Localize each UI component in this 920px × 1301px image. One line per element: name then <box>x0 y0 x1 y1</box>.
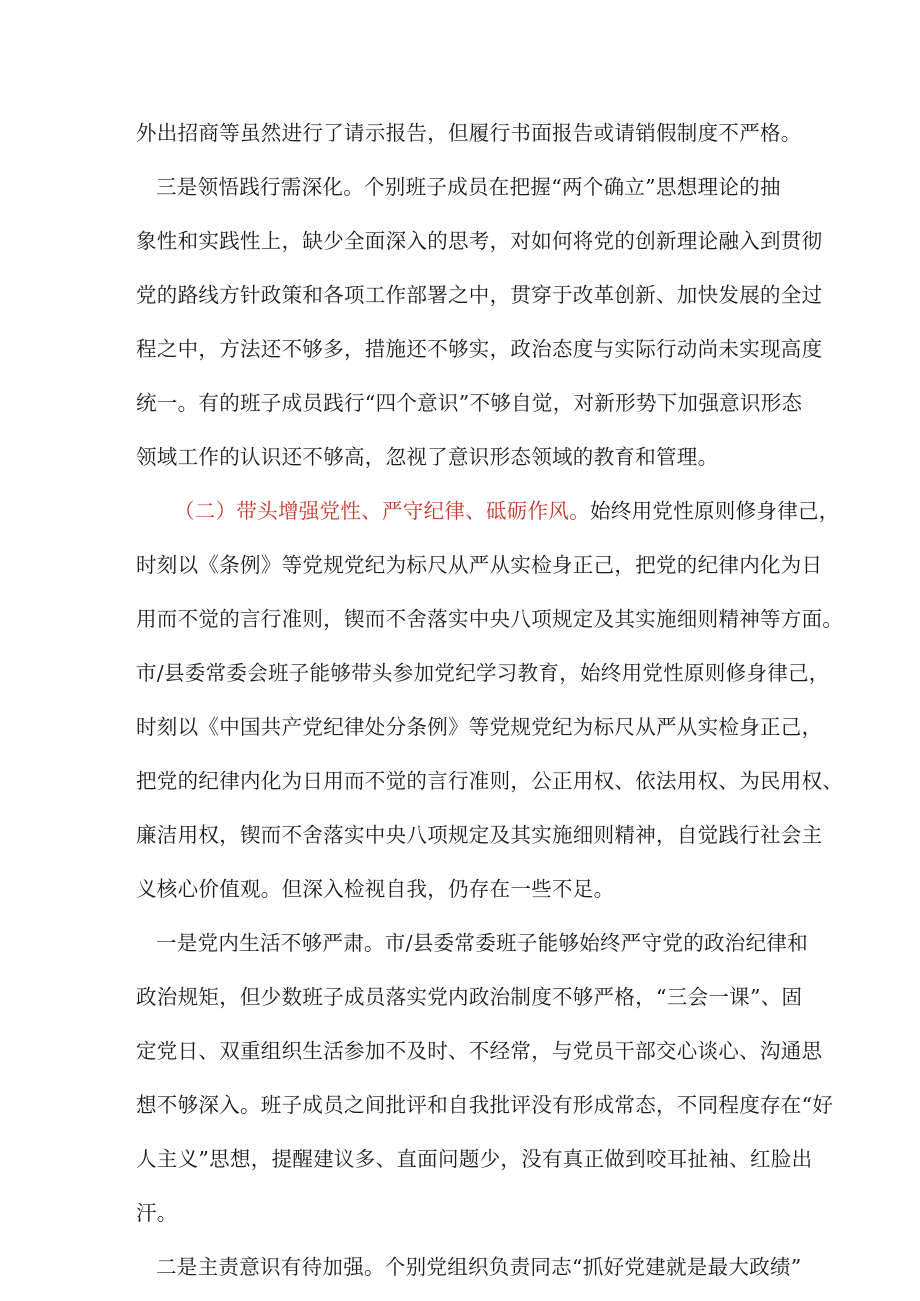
paragraph-line: 外出招商等虽然进行了请示报告，但履行书面报告或请销假制度不严格。 <box>136 121 802 145</box>
section-heading: （二）带头增强党性、严守纪律、砥砺作风。 <box>174 499 590 523</box>
paragraph-line: 汗。 <box>136 1201 178 1225</box>
paragraph-line: 用而不觉的言行准则，锲而不舍落实中央八项规定及其实施细则精神等方面。 <box>136 607 844 631</box>
paragraph-line: 领域工作的认识还不够高，忽视了意识形态领域的教育和管理。 <box>136 445 719 469</box>
paragraph-line: 时刻以《条例》等党规党纪为标尺从严从实检身正己，把党的纪律内化为日 <box>136 553 823 577</box>
paragraph-line: 人主义”思想，提醒建议多、直面问题少，没有真正做到咬耳扯袖、红脸出 <box>136 1147 813 1171</box>
paragraph-text: 始终用党性原则修身律己， <box>590 499 840 523</box>
paragraph-line: 党的路线方针政策和各项工作部署之中，贯穿于改革创新、加快发展的全过 <box>136 283 823 307</box>
paragraph-line: 想不够深入。班子成员之间批评和自我批评没有形成常态，不同程度存在“好 <box>136 1093 834 1117</box>
paragraph-line: 市/县委常委会班子能够带头参加党纪学习教育，始终用党性原则修身律己， <box>136 661 830 685</box>
paragraph-line: 政治规矩，但少数班子成员落实党内政治制度不够严格，“三会一课”、固 <box>136 985 803 1009</box>
paragraph-line: 象性和实践性上，缺少全面深入的思考，对如何将党的创新理论融入到贯彻 <box>136 229 823 253</box>
paragraph-line: 程之中，方法还不够多，措施还不够实，政治态度与实际行动尚未实现高度 <box>136 337 823 361</box>
paragraph-line: 统一。有的班子成员践行“四个意识”不够自觉，对新形势下加强意识形态 <box>136 391 803 415</box>
paragraph-line: 三是领悟践行需深化。个别班子成员在把握“两个确立”思想理论的抽 <box>156 175 781 199</box>
paragraph-line: 义核心价值观。但深入检视自我，仍存在一些不足。 <box>136 877 615 901</box>
paragraph-line: 廉洁用权，锲而不舍落实中央八项规定及其实施细则精神，自觉践行社会主 <box>136 823 823 847</box>
section-heading-line <box>174 498 840 524</box>
paragraph-line: 时刻以《中国共产党纪律处分条例》等党规党纪为标尺从严从实检身正己， <box>136 715 823 739</box>
paragraph-line: 二是主责意识有待加强。个别党组织负责同志“抓好党建就是最大政绩” <box>156 1255 802 1279</box>
paragraph-line: 把党的纪律内化为日用而不觉的言行准则，公正用权、依法用权、为民用权、 <box>136 769 844 793</box>
paragraph-line: 定党日、双重组织生活参加不及时、不经常，与党员干部交心谈心、沟通思 <box>136 1039 823 1063</box>
paragraph-line: 一是党内生活不够严肃。市/县委常委班子能够始终严守党的政治纪律和 <box>156 931 809 955</box>
